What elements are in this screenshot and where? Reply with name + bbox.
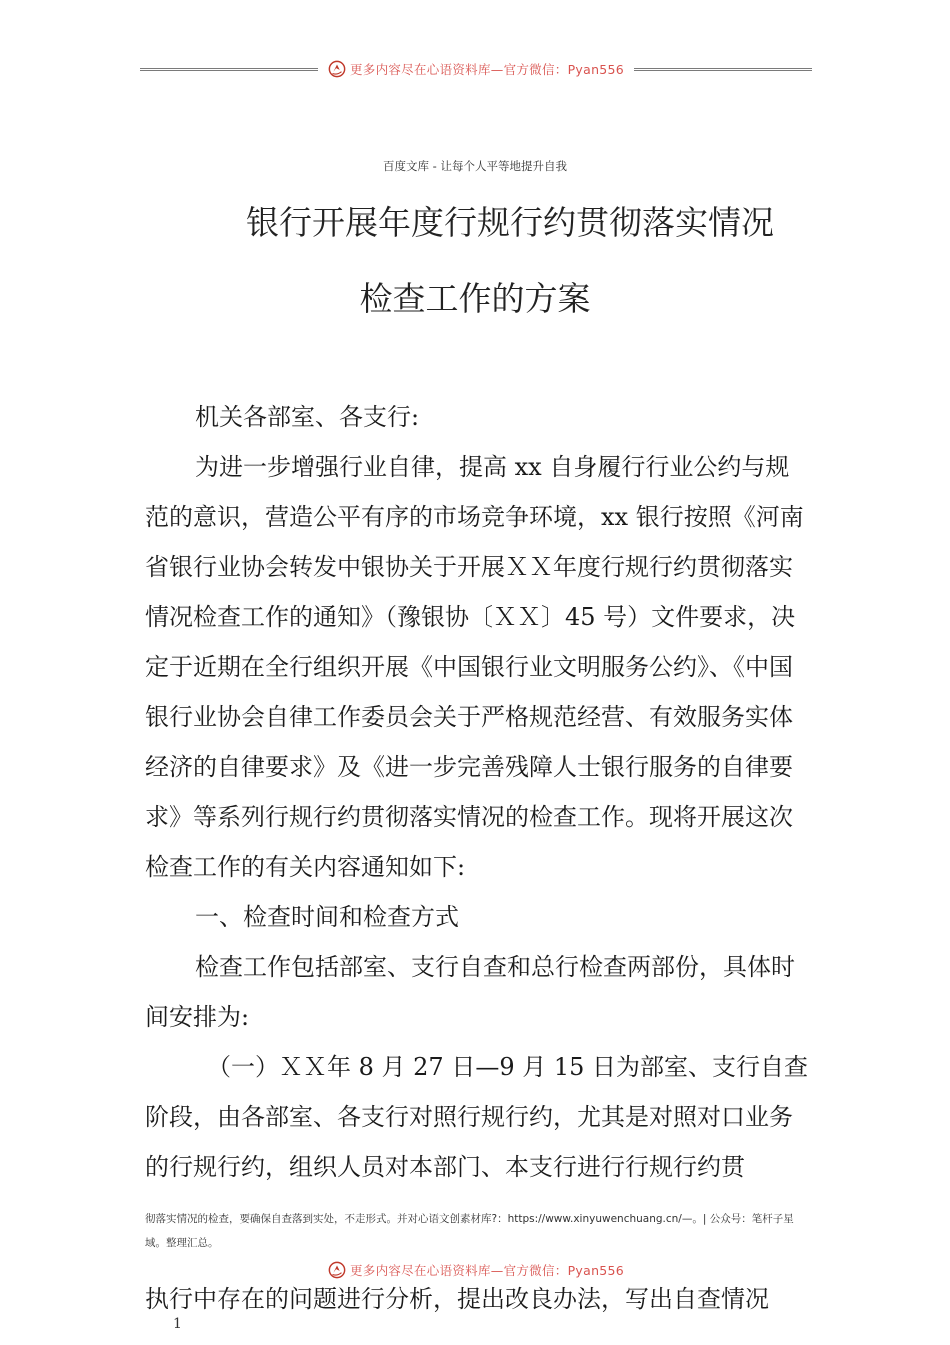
- document-title-line-1: 银行开展年度行规行约贯彻落实情况: [246, 203, 774, 242]
- logo-icon: [328, 1261, 346, 1279]
- document-title-line-2: 检查工作的方案: [359, 279, 591, 318]
- paragraph-intro: 为进一步增强行业自律，提高 xx 自身履行行业公约与规范的意识，营造公平有序的市场竞争环境，xx 银行按照《河南省银行业协会转发中银协关于开展ＸＸ年度行规行约贯彻落实情况检查工作的通知》（豫银协〔ＸＸ〕45 号）文件要求，决定于近期在全行组织开展《中国银行业文明服务公约》、《中国银行业协会自律工作委员会关于严格规范经营、有效服务实体经济的自律要求》及《进一步完善残障人士银行服务的自律要求》等系列行规行约贯彻落实情况的检查工作。现将开展这次检查工作的有关内容通知如下:: [145, 453, 804, 881]
- banner-text: 更多内容尽在心语资料库—官方微信：Pyan556: [349, 62, 625, 77]
- page-number: 1: [173, 1316, 182, 1332]
- section-heading-1: 一、检查时间和检查方式: [195, 903, 459, 931]
- banner-left-rule: [140, 68, 318, 71]
- logo-icon: [328, 60, 346, 78]
- banner-text: 更多内容尽在心语资料库—官方微信：Pyan556: [349, 1263, 625, 1278]
- continuation-line: 执行中存在的问题进行分析，提出改良办法，写出自查情况: [145, 1285, 769, 1313]
- footnote: 彻落实情况的检查，要确保自查落到实处，不走形式。并对心语文创素材库?：https://www.xinyuwenchuang.cn/—。| 公众号：笔杆子星域。整理汇总。: [145, 1213, 794, 1249]
- paragraph-self-check: （一）ＸＸ年 8 月 27 日—9 月 15 日为部室、支行自查阶段，由各部室、各支行对照行规行约，尤其是对照对口业务的行规行约，组织人员对本部门、本支行进行行规行约贯: [145, 1053, 809, 1181]
- banner-right-rule: [634, 68, 812, 71]
- document-body: [145, 392, 810, 1192]
- salutation: 机关各部室、各支行:: [195, 403, 420, 431]
- banner-center: [318, 60, 634, 78]
- paragraph-schedule: 检查工作包括部室、支行自查和总行检查两部份，具体时间安排为:: [145, 953, 795, 1031]
- page-subtitle: 百度文库 - 让每个人平等地提升自我: [383, 159, 567, 173]
- bottom-banner: [140, 1260, 812, 1280]
- banner-center: [318, 1261, 634, 1279]
- top-banner: [140, 59, 812, 79]
